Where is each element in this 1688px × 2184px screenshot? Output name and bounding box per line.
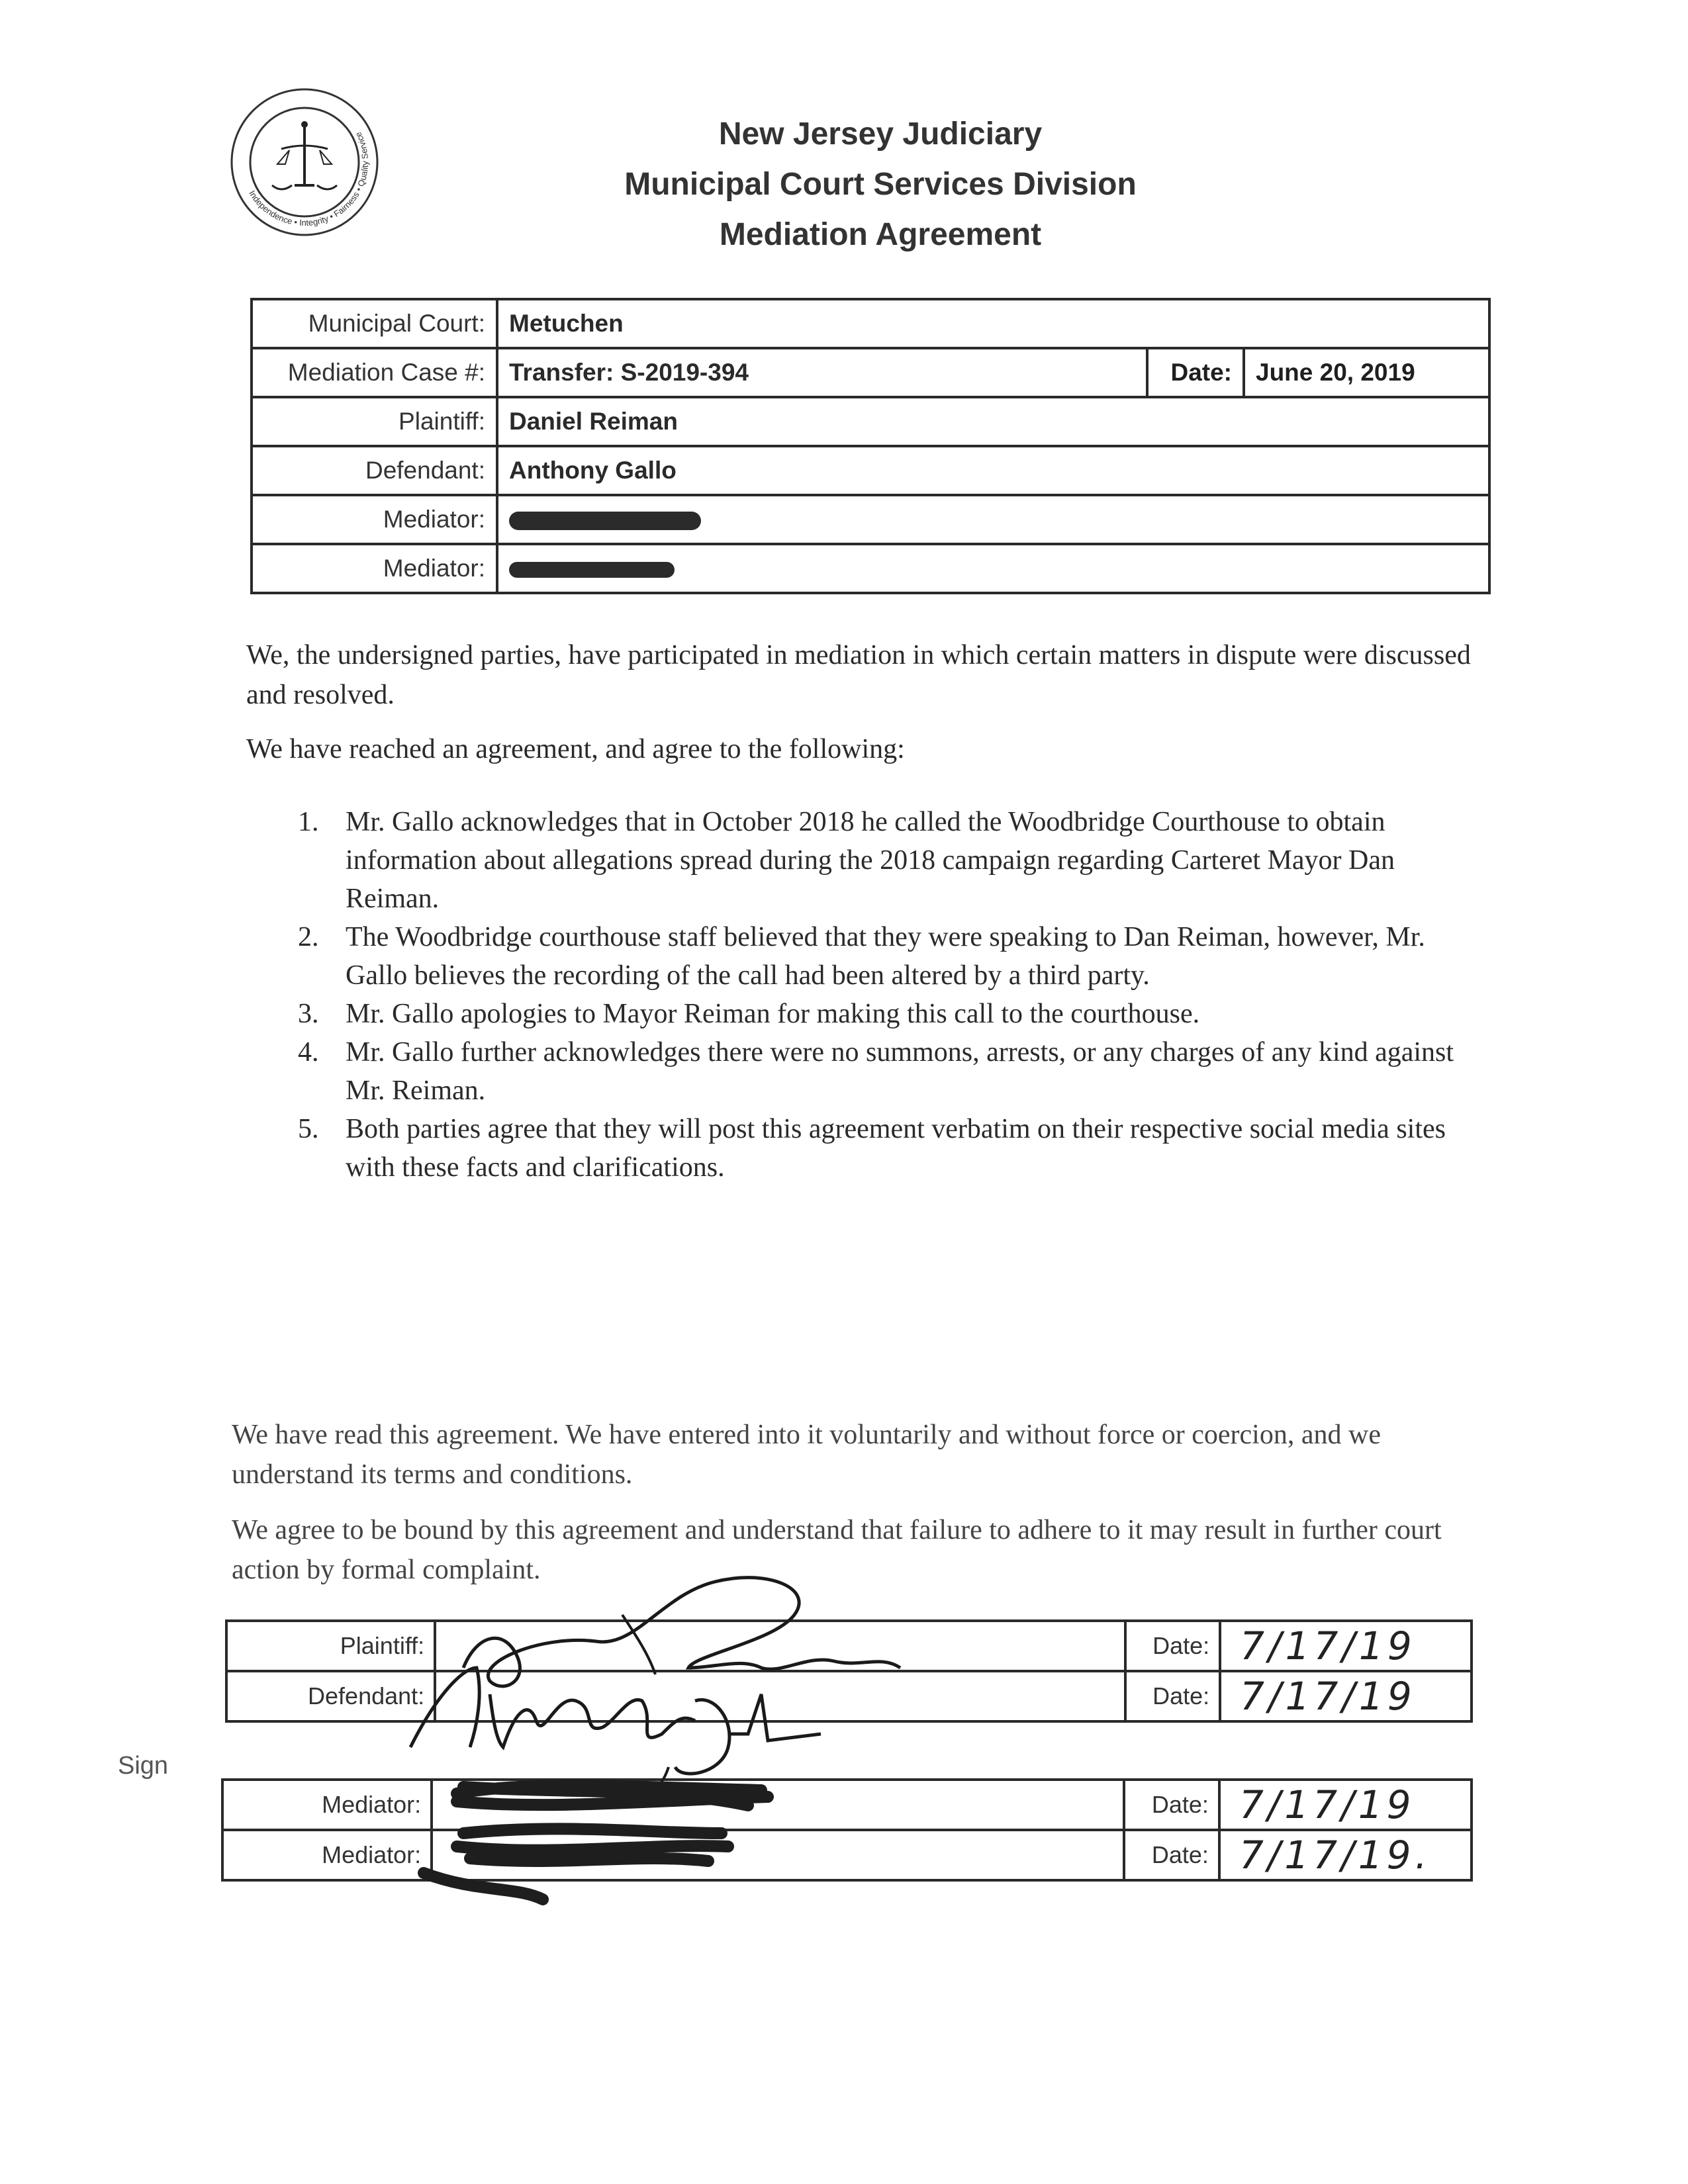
intro-text xyxy=(246,635,1491,784)
term-item xyxy=(298,995,1489,1033)
mediator2-signature-label: Mediator: xyxy=(222,1830,432,1880)
term-item xyxy=(298,803,1489,918)
defendant-value: Anthony Gallo xyxy=(497,446,1489,495)
closing-paragraph-2: We agree to be bound by this agreement and understand that failure to adhere to it may result in further court action by formal complaint. xyxy=(232,1515,1442,1585)
term-text: Mr. Gallo apologies to Mayor Reiman for making this call to the courthouse. xyxy=(346,999,1200,1029)
closing-paragraph-1: We have read this agreement. We have entered into it voluntarily and without force or coercion, and we understand its terms and conditions. xyxy=(232,1420,1381,1490)
defendant-row xyxy=(252,446,1489,495)
term-number: 2. xyxy=(298,922,319,952)
margin-sign-text: Sign xyxy=(118,1752,169,1780)
plaintiff-signature-label: Plaintiff: xyxy=(226,1621,435,1671)
svg-text:Independence • Integrity • Fai: Independence • Integrity • Fairness • Quality Service xyxy=(247,130,371,228)
mediator2-date-value[interactable]: 7/17/19. xyxy=(1219,1830,1472,1880)
redaction-mark xyxy=(509,562,675,578)
closing-text xyxy=(232,1415,1489,1606)
agreement-terms-list xyxy=(298,803,1489,1187)
defendant-label: Defendant: xyxy=(252,446,497,495)
case-value: Transfer: S-2019-394 xyxy=(497,348,1147,397)
mediator-signature-table xyxy=(221,1778,1473,1882)
intro-paragraph-1: We, the undersigned parties, have participated in mediation in which certain matters in dispute were discussed and resolved. xyxy=(246,640,1471,710)
case-label: Mediation Case #: xyxy=(252,348,497,397)
plaintiff-row xyxy=(252,397,1489,446)
court-value: Metuchen xyxy=(497,299,1489,348)
term-text: Mr. Gallo acknowledges that in October 2018 he called the Woodbridge Courthouse to obtain information about allegations spread during the 2018 campaign regarding Carteret Mayor Dan Reiman. xyxy=(346,807,1395,914)
term-number: 3. xyxy=(298,999,319,1029)
mediator2-signature-field[interactable] xyxy=(432,1830,1124,1880)
term-number: 1. xyxy=(298,807,319,837)
judiciary-seal-icon xyxy=(228,86,381,238)
plaintiff-date-value[interactable]: 7/17/19 xyxy=(1220,1621,1472,1671)
mediator1-signature-row xyxy=(222,1780,1472,1830)
defendant-signature-label: Defendant: xyxy=(226,1671,435,1721)
term-item xyxy=(298,1110,1489,1187)
date-value: June 20, 2019 xyxy=(1244,348,1489,397)
mediator1-date-label: Date: xyxy=(1124,1780,1219,1830)
plaintiff-signature-row xyxy=(226,1621,1472,1671)
header-line-title: Mediation Agreement xyxy=(719,217,1042,252)
mediator1-date-value[interactable]: 7/17/19 xyxy=(1219,1780,1472,1830)
plaintiff-value: Daniel Reiman xyxy=(497,397,1489,446)
mediator1-signature-label: Mediator: xyxy=(222,1780,432,1830)
intro-paragraph-2: We have reached an agreement, and agree to the following: xyxy=(246,734,905,764)
term-item xyxy=(298,918,1489,995)
case-info-table xyxy=(250,298,1491,594)
mediator2-signature-row xyxy=(222,1830,1472,1880)
defendant-signature-field[interactable] xyxy=(435,1671,1125,1721)
mediator-value-1 xyxy=(497,495,1489,544)
mediator-row-2 xyxy=(252,544,1489,593)
term-item xyxy=(298,1033,1489,1110)
mediator2-date-label: Date: xyxy=(1124,1830,1219,1880)
term-text: The Woodbridge courthouse staff believed that they were speaking to Dan Reiman, however, Mr. Gallo believes the recording of the call had been altered by a third party. xyxy=(346,922,1425,991)
plaintiff-date-label: Date: xyxy=(1125,1621,1220,1671)
mediator-label-1: Mediator: xyxy=(252,495,497,544)
plaintiff-label: Plaintiff: xyxy=(252,397,497,446)
redaction-mark xyxy=(509,512,701,530)
court-label: Municipal Court: xyxy=(252,299,497,348)
defendant-date-label: Date: xyxy=(1125,1671,1220,1721)
term-number: 4. xyxy=(298,1037,319,1068)
case-row xyxy=(252,348,1489,397)
court-row xyxy=(252,299,1489,348)
header-line-division: Municipal Court Services Division xyxy=(624,167,1137,202)
plaintiff-signature-field[interactable] xyxy=(435,1621,1125,1671)
term-text: Both parties agree that they will post this agreement verbatim on their respective social media sites with these facts and clarifications. xyxy=(346,1114,1446,1183)
date-label: Date: xyxy=(1147,348,1244,397)
defendant-signature-row xyxy=(226,1671,1472,1721)
party-signature-table xyxy=(225,1619,1473,1723)
mediator-label-2: Mediator: xyxy=(252,544,497,593)
mediator-value-2 xyxy=(497,544,1489,593)
mediator1-signature-field[interactable] xyxy=(432,1780,1124,1830)
term-text: Mr. Gallo further acknowledges there were no summons, arrests, or any charges of any kind against Mr. Reiman. xyxy=(346,1037,1454,1106)
mediator-row-1 xyxy=(252,495,1489,544)
document-header xyxy=(490,109,1271,260)
header-line-judiciary: New Jersey Judiciary xyxy=(718,116,1043,152)
defendant-date-value[interactable]: 7/17/19 xyxy=(1220,1671,1472,1721)
term-number: 5. xyxy=(298,1114,319,1144)
